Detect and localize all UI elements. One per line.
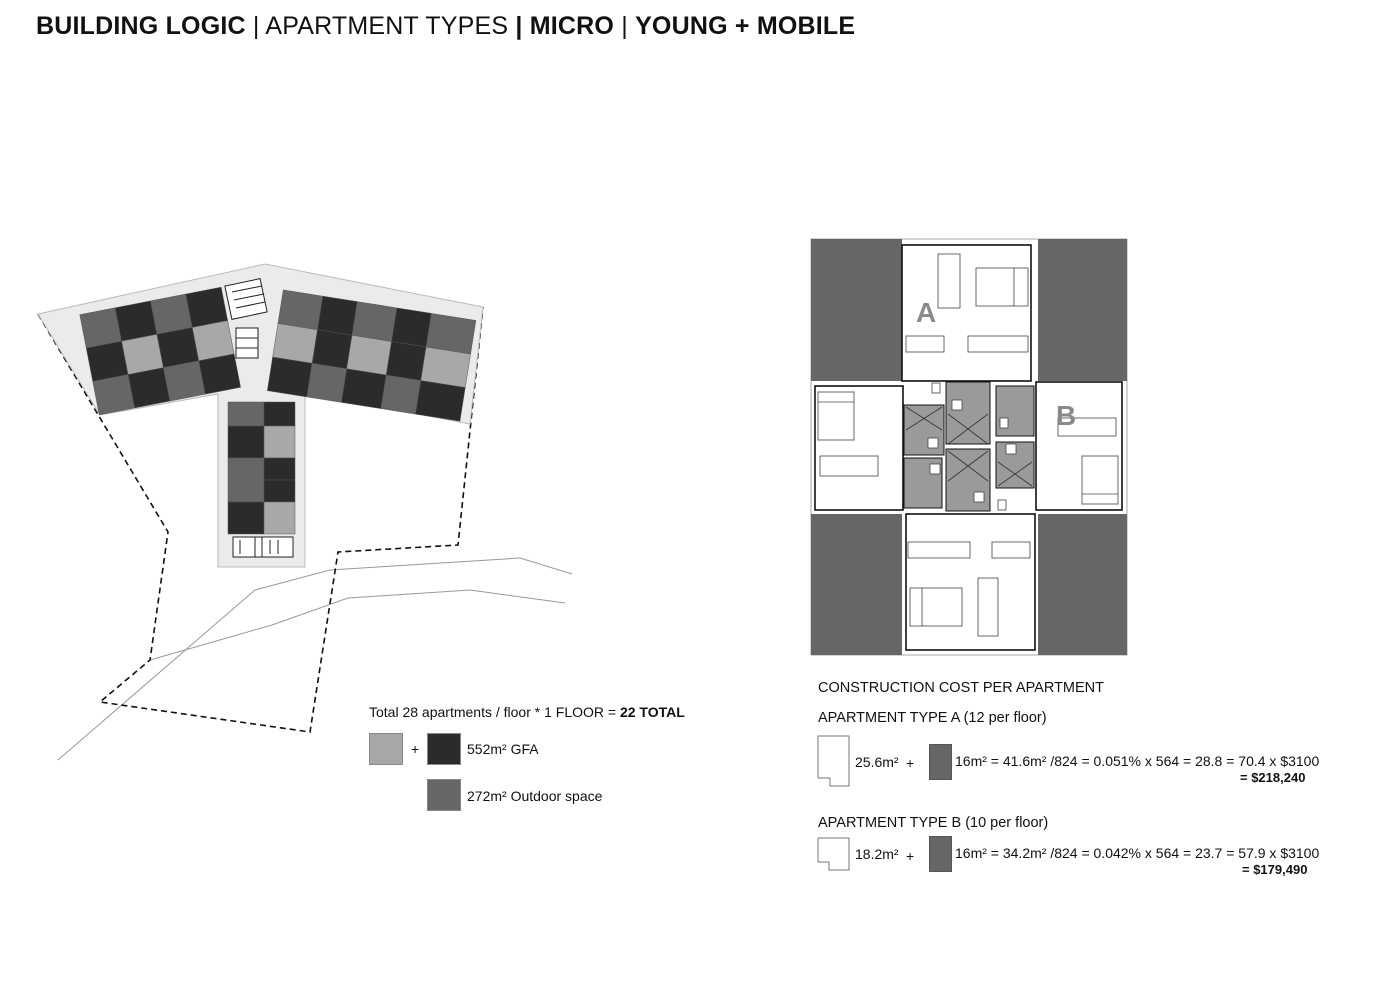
type-a-formula: 16m² = 41.6m² /824 = 0.051% x 564 = 28.8 = 70.4 x $3100 (955, 753, 1320, 769)
legend-swatch-outdoor (427, 779, 461, 811)
unit-a-label: A (916, 297, 937, 328)
contour-lines (58, 558, 572, 760)
title-apartment-types: APARTMENT TYPES (265, 12, 509, 40)
title-separator: | (245, 12, 266, 40)
type-b-area: 18.2m² (855, 846, 899, 862)
title-separator: | (508, 12, 530, 40)
apartment-b-outline-icon (818, 838, 849, 870)
type-a-result (1240, 770, 1305, 785)
type-b-result (1242, 862, 1307, 877)
type-a-outdoor-swatch (929, 744, 952, 780)
legend-swatch-light (369, 733, 403, 765)
title-micro: MICRO (529, 12, 615, 40)
type-b-plus: + (906, 848, 915, 864)
legend-summary-text: Total 28 apartments / floor * 1 FLOOR = (369, 704, 620, 720)
unit-b-label: B (1056, 400, 1077, 431)
site-plan (38, 264, 572, 760)
legend-plus: + (411, 741, 420, 757)
outdoor-ne (1038, 239, 1127, 381)
type-a-area: 25.6m² (855, 754, 899, 770)
legend-outdoor: 272m² Outdoor space (467, 788, 603, 804)
outdoor-se (1038, 514, 1127, 655)
type-b-result-value: = $179,490 (1242, 862, 1308, 877)
legend-summary (369, 704, 685, 720)
legend-summary-total: 22 TOTAL (619, 704, 685, 720)
type-a-result-value: = $218,240 (1240, 770, 1306, 785)
floor-plan (811, 239, 1127, 655)
type-b-outdoor-swatch (929, 836, 952, 872)
south-stair (233, 537, 293, 557)
outdoor-sw (811, 514, 902, 655)
legend-swatch-dark (427, 733, 461, 765)
title-separator: | (614, 12, 636, 40)
title-young-mobile: YOUNG + MOBILE (635, 12, 856, 40)
south-wing (228, 402, 295, 534)
legend-gfa: 552m² GFA (467, 741, 539, 757)
type-a-plus: + (906, 755, 915, 771)
cost-heading: CONSTRUCTION COST PER APARTMENT (818, 680, 1104, 696)
type-b-formula: 16m² = 34.2m² /824 = 0.042% x 564 = 23.7 = 57.9 x $3100 (955, 845, 1320, 861)
type-b-title: APARTMENT TYPE B (10 per floor) (818, 815, 1049, 831)
apartment-a-outline-icon (818, 736, 849, 786)
outdoor-nw (811, 239, 902, 381)
type-a-title: APARTMENT TYPE A (12 per floor) (818, 710, 1047, 726)
title-building-logic: BUILDING LOGIC (36, 12, 246, 40)
